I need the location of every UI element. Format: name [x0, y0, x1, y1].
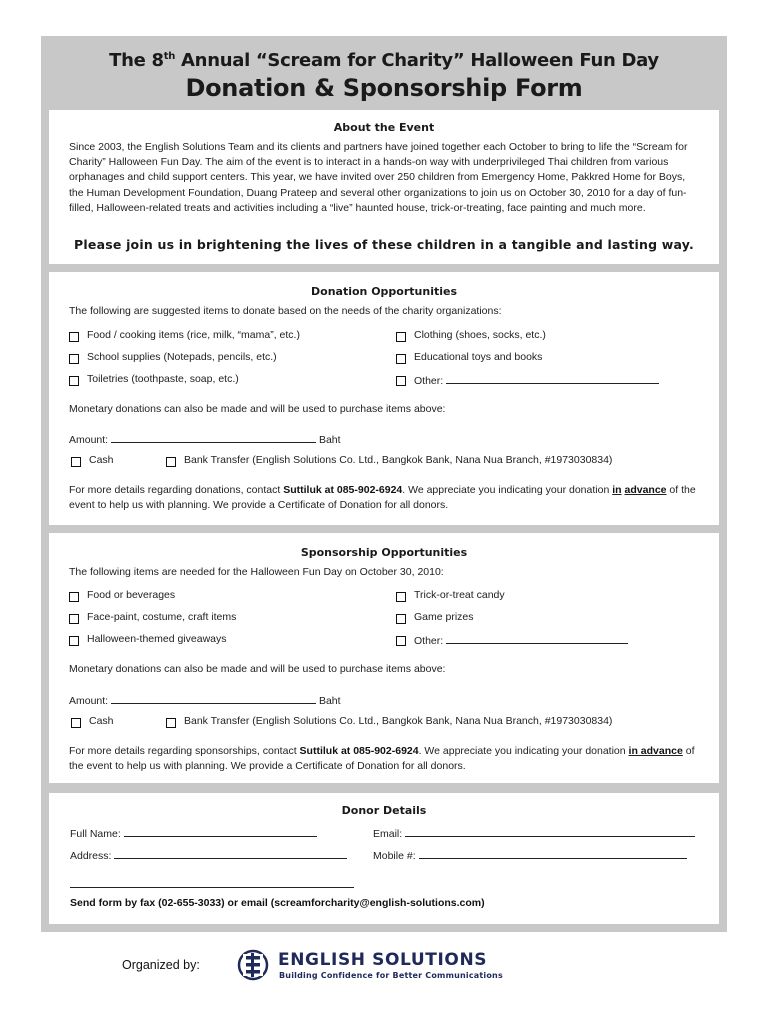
option-label: Clothing (shoes, socks, etc.): [414, 329, 546, 341]
sponsorship-title: Sponsorship Opportunities: [300, 546, 468, 559]
checkbox-educational-toys[interactable]: [396, 354, 406, 364]
sponsorship-intro: The following items are needed for the Halloween Fun Day on October 30, 2010:: [69, 566, 444, 578]
donation-intro: The following are suggested items to donate based on the needs of the charity organizations:: [69, 305, 502, 317]
option-label: Trick-or-treat candy: [414, 589, 505, 601]
option-label: Toiletries (toothpaste, soap, etc.): [87, 373, 239, 385]
bank-transfer-label: Bank Transfer (English Solutions Co. Ltd., Bangkok Bank, Nana Nua Branch, #1973030834): [184, 454, 613, 466]
checkbox-bank-transfer[interactable]: [166, 718, 176, 728]
cash-label: Cash: [89, 454, 114, 466]
other-input-line[interactable]: [446, 373, 659, 384]
option-label: Halloween-themed giveaways: [87, 633, 227, 645]
about-callout: Please join us in brightening the lives of these children in a tangible and lasting way.: [74, 237, 694, 252]
option-label: Other:: [414, 375, 444, 387]
checkbox-other[interactable]: [396, 376, 406, 386]
amount-input-line[interactable]: [111, 693, 316, 704]
email-field[interactable]: [405, 826, 695, 837]
full-name-field[interactable]: [124, 826, 317, 837]
other-input-line[interactable]: [446, 633, 628, 644]
mobile-field[interactable]: [419, 848, 687, 859]
address-label: Address:: [70, 850, 112, 862]
email-label: Email:: [373, 828, 403, 840]
about-body: Since 2003, the English Solutions Team and its clients and partners have joined together each October to bring to life the “Scream for Charity” Halloween Fun Day. The aim of the event is to interact in a hands-on way with underprivileged Thai children from various orphanages and child support centers. This year, we have invited over 250 children from Emergency Home, Pakkred Home for Boys, the Human Development Foundation, Duang Prateep and several other organizations to join us on October 30, 2010 for a day of fun-filled, Halloween-related treats and activities including a “live” haunted house, trick-or-treating, face painting and much more.: [69, 141, 688, 214]
donation-section: [49, 272, 719, 525]
checkbox-toiletries[interactable]: [69, 376, 79, 386]
option-label: Food or beverages: [87, 589, 176, 601]
logo-tagline: Building Confidence for Better Communications: [279, 971, 503, 980]
donor-title: Donor Details: [341, 804, 427, 817]
form-frame: [41, 36, 727, 932]
checkbox-clothing[interactable]: [396, 332, 406, 342]
address-line-2-field[interactable]: [70, 877, 354, 888]
checkbox-other[interactable]: [396, 636, 406, 646]
organized-by-label: Organized by:: [122, 958, 200, 972]
sponsorship-contact: For more details regarding sponsorships, contact Suttiluk at 085-902-6924. We appreciate you indicating your donation in advance of the event to help us with planning. We provide a Certificate of Donation for all donors.: [69, 745, 695, 773]
address-field[interactable]: [114, 848, 347, 859]
event-title: The 8th Annual “Scream for Charity” Halloween Fun Day: [109, 50, 659, 71]
checkbox-giveaways[interactable]: [69, 636, 79, 646]
option-label: School supplies (Notepads, pencils, etc.): [87, 351, 277, 363]
english-solutions-logo: [236, 942, 536, 992]
donation-title: Donation Opportunities: [311, 285, 457, 298]
checkbox-food-cooking[interactable]: [69, 332, 79, 342]
amount-label: Amount:: [69, 695, 109, 707]
amount-input-line[interactable]: [111, 432, 316, 443]
about-section: [49, 110, 719, 264]
option-label: Other:: [414, 635, 444, 647]
checkbox-candy[interactable]: [396, 592, 406, 602]
donor-section: [49, 793, 719, 924]
logo-name: ENGLISH SOLUTIONS: [278, 950, 488, 970]
donation-contact: For more details regarding donations, contact Suttiluk at 085-902-6924. We appreciate you indicating your donation in advance of the event to help us with planning. We provide a Certificate of Donation for all donors.: [69, 484, 696, 512]
monetary-note: Monetary donations can also be made and will be used to purchase items above:: [69, 403, 446, 415]
amount-unit: Baht: [318, 695, 341, 707]
option-label: Educational toys and books: [414, 351, 543, 363]
checkbox-bank-transfer[interactable]: [166, 457, 176, 467]
monetary-note: Monetary donations can also be made and will be used to purchase items above:: [69, 663, 446, 675]
checkbox-food-beverages[interactable]: [69, 592, 79, 602]
checkbox-cash[interactable]: [71, 718, 81, 728]
checkbox-school-supplies[interactable]: [69, 354, 79, 364]
form-title: Donation & Sponsorship Form: [185, 74, 583, 102]
option-label: Game prizes: [414, 611, 474, 623]
bank-transfer-label: Bank Transfer (English Solutions Co. Ltd., Bangkok Bank, Nana Nua Branch, #1973030834): [184, 715, 613, 727]
option-label: Face-paint, costume, craft items: [87, 611, 237, 623]
checkbox-face-paint[interactable]: [69, 614, 79, 624]
checkbox-game-prizes[interactable]: [396, 614, 406, 624]
about-title: About the Event: [333, 121, 435, 134]
amount-unit: Baht: [318, 434, 341, 446]
amount-label: Amount:: [69, 434, 109, 446]
cash-label: Cash: [89, 715, 114, 727]
sponsorship-section: [49, 533, 719, 783]
mobile-label: Mobile #:: [373, 850, 416, 862]
checkbox-cash[interactable]: [71, 457, 81, 467]
option-label: Food / cooking items (rice, milk, “mama”, etc.): [87, 329, 300, 341]
send-instructions: Send form by fax (02-655-3033) or email (screamforcharity@english-solutions.com): [70, 897, 485, 909]
full-name-label: Full Name:: [70, 828, 121, 840]
